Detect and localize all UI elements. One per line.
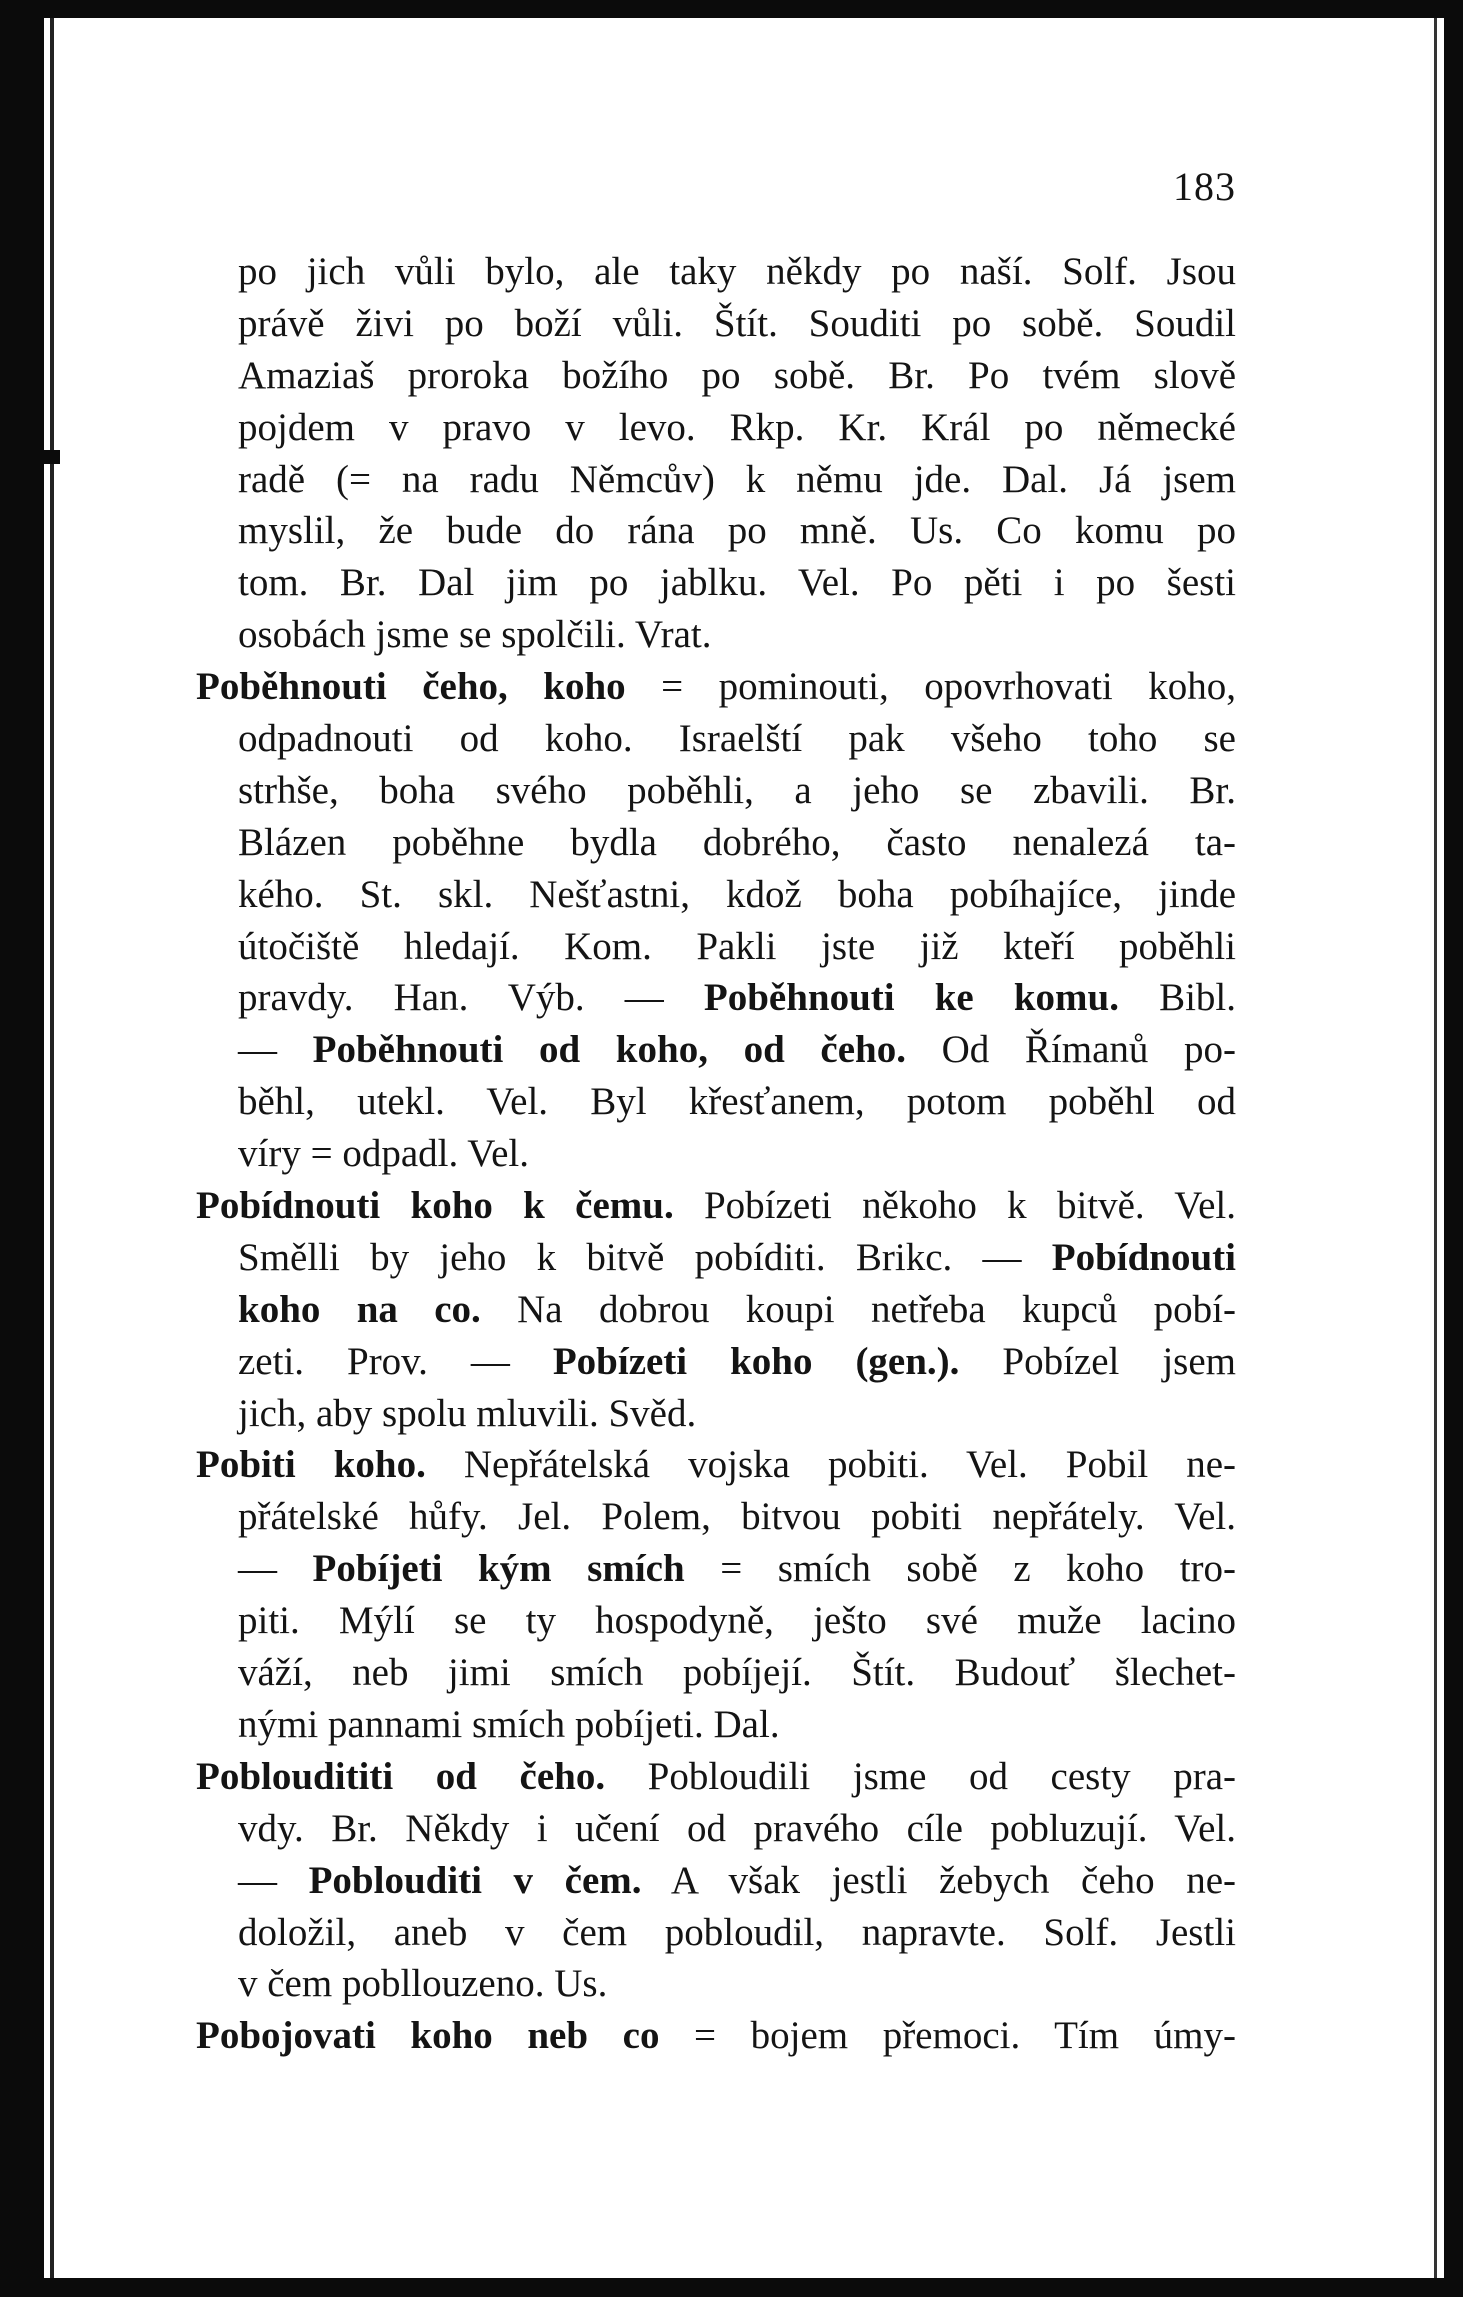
- text-line: [196, 402, 1236, 454]
- text-line: [196, 454, 1236, 506]
- headword: Poběhnouti čeho, koho: [196, 665, 626, 709]
- text-run: radě (= na radu Němcův) k němu jde. Dal. Já jsem: [238, 457, 1236, 501]
- text-run: Nepřátelská vojska pobiti. Vel. Pobil ne-: [425, 1443, 1236, 1487]
- text-run: myslil, že bude do rána po mně. Us. Co komu po: [238, 509, 1236, 553]
- text-line: [196, 1647, 1236, 1699]
- headword: Pobídnouti: [1051, 1235, 1236, 1279]
- scan-border-right: [1444, 0, 1463, 2297]
- text-line: [196, 1336, 1236, 1388]
- text-run: Na dobrou koupi netřeba kupců pobí-: [480, 1287, 1236, 1331]
- text-line: [196, 1543, 1236, 1595]
- text-line: [196, 869, 1236, 921]
- text-run: Pobloudili jsme od cesty pra-: [605, 1754, 1237, 1798]
- scan-border-left: [0, 0, 44, 2297]
- text-line: [196, 1076, 1236, 1128]
- headword: Poběhnouti od koho, od čeho.: [312, 1028, 906, 1072]
- scan-edge-line-right: [1434, 18, 1437, 2297]
- text-line: [196, 609, 1236, 661]
- text-line: [196, 1388, 1236, 1440]
- text-run: pravdy. Han. Výb. —: [238, 976, 704, 1020]
- text-run: tom. Br. Dal jim po jablku. Vel. Po pěti i po šesti: [238, 561, 1236, 605]
- text-run: zeti. Prov. —: [238, 1339, 553, 1383]
- entry-headword-line: [196, 2010, 1236, 2062]
- text-run: nými pannami smích pobíjeti. Dal.: [238, 1702, 780, 1746]
- text-line: [196, 1803, 1236, 1855]
- text-line: [196, 1907, 1236, 1959]
- entry-headword-line: [196, 1751, 1236, 1803]
- scan-border-bottom: [0, 2278, 1463, 2297]
- text-line: [196, 921, 1236, 973]
- margin-mark: [44, 450, 60, 464]
- text-run: v čem pobllouzeno. Us.: [238, 1962, 608, 2006]
- headword: Pobiti koho.: [196, 1443, 426, 1487]
- headword: Poblouditi v čem.: [308, 1858, 642, 1902]
- text-run: doložil, aneb v čem pobloudil, napravte. Solf. Jestli: [238, 1910, 1236, 1954]
- text-run: = bojem přemoci. Tím úmy-: [659, 2014, 1237, 2058]
- text-run: —: [238, 1547, 313, 1591]
- text-run: Amaziaš proroka božího po sobě. Br. Po tvém slově: [238, 353, 1236, 397]
- text-run: A však jestli žebych čeho ne-: [641, 1858, 1237, 1902]
- page-number: 183: [1173, 164, 1236, 209]
- text-line: [196, 972, 1236, 1024]
- headword: Pobojovati koho neb co: [196, 2014, 660, 2058]
- text-run: po jich vůli bylo, ale taky někdy po naší. Solf. Jsou: [238, 250, 1236, 293]
- text-run: vdy. Br. Někdy i učení od pravého cíle pobluzují. Vel.: [238, 1806, 1236, 1850]
- entry-headword-line: [196, 1439, 1236, 1491]
- text-run: Smělli by jeho k bitvě pobíditi. Brikc. —: [238, 1235, 1052, 1279]
- text-run: —: [238, 1858, 309, 1902]
- text-line: [196, 505, 1236, 557]
- text-run: Od Římanů po-: [905, 1028, 1236, 1072]
- entry-headword-line: [196, 1180, 1236, 1232]
- text-run: = pominouti, opovrhovati koho,: [625, 665, 1236, 709]
- text-line: [196, 1958, 1236, 2010]
- text-line: [196, 713, 1236, 765]
- text-line: [196, 1024, 1236, 1076]
- text-run: strhše, boha svého poběhli, a jeho se zbavili. Br.: [238, 768, 1236, 812]
- text-run: právě živi po boží vůli. Štít. Souditi po sobě. Soudil: [238, 301, 1236, 345]
- text-run: váží, neb jimi smích pobíjejí. Štít. Budouť šlechet-: [238, 1651, 1236, 1695]
- headword: koho na co.: [238, 1287, 481, 1331]
- headword: Pobídnouti koho k čemu.: [196, 1184, 674, 1228]
- text-line: [196, 557, 1236, 609]
- text-line: [196, 765, 1236, 817]
- text-line: [196, 1699, 1236, 1751]
- text-run: pojdem v pravo v levo. Rkp. Kr. Král po německé: [238, 405, 1236, 449]
- text-line: [196, 246, 1236, 298]
- text-run: kého. St. skl. Nešťastni, kdož boha pobíhajíce, jinde: [238, 872, 1236, 916]
- text-run: útočiště hledají. Kom. Pakli jste již kteří poběhli: [238, 924, 1236, 968]
- text-line: [196, 1128, 1236, 1180]
- text-run: Blázen poběhne bydla dobrého, často nenalezá ta-: [238, 820, 1236, 864]
- text-run: piti. Mýlí se ty hospodyně, ješto své muže lacino: [238, 1599, 1236, 1643]
- text-line: [196, 350, 1236, 402]
- text-line: [196, 1284, 1236, 1336]
- text-line: [196, 1855, 1236, 1907]
- headword: Pobíjeti kým smích: [312, 1547, 685, 1591]
- text-run: Pobízel jsem: [959, 1339, 1237, 1383]
- dictionary-text: [196, 246, 1236, 2062]
- headword: Poběhnouti ke komu.: [703, 976, 1119, 1020]
- text-run: osobách jsme se spolčili. Vrat.: [238, 613, 712, 657]
- text-run: jich, aby spolu mluvili. Svěd.: [238, 1391, 697, 1435]
- text-line: [196, 1595, 1236, 1647]
- entry-headword-line: [196, 661, 1236, 713]
- text-run: přátelské hůfy. Jel. Polem, bitvou pobiti nepřátely. Vel.: [238, 1495, 1236, 1539]
- text-line: [196, 1491, 1236, 1543]
- text-line: [196, 1232, 1236, 1284]
- text-run: odpadnouti od koho. Israelští pak všeho toho se: [238, 717, 1236, 761]
- text-run: Pobízeti někoho k bitvě. Vel.: [673, 1184, 1236, 1228]
- scan-border-top: [0, 0, 1463, 18]
- text-run: —: [238, 1028, 313, 1072]
- text-run: víry = odpadl. Vel.: [238, 1132, 529, 1176]
- text-line: [196, 817, 1236, 869]
- text-line: [196, 298, 1236, 350]
- headword: Pobízeti koho (gen.).: [552, 1339, 960, 1383]
- text-run: Bibl.: [1118, 976, 1236, 1020]
- scan-binding-line: [50, 18, 54, 2297]
- text-run: = smích sobě z koho tro-: [684, 1547, 1236, 1591]
- text-run: běhl, utekl. Vel. Byl křesťanem, potom poběhl od: [238, 1080, 1236, 1124]
- headword: Pobloudititi od čeho.: [196, 1754, 606, 1798]
